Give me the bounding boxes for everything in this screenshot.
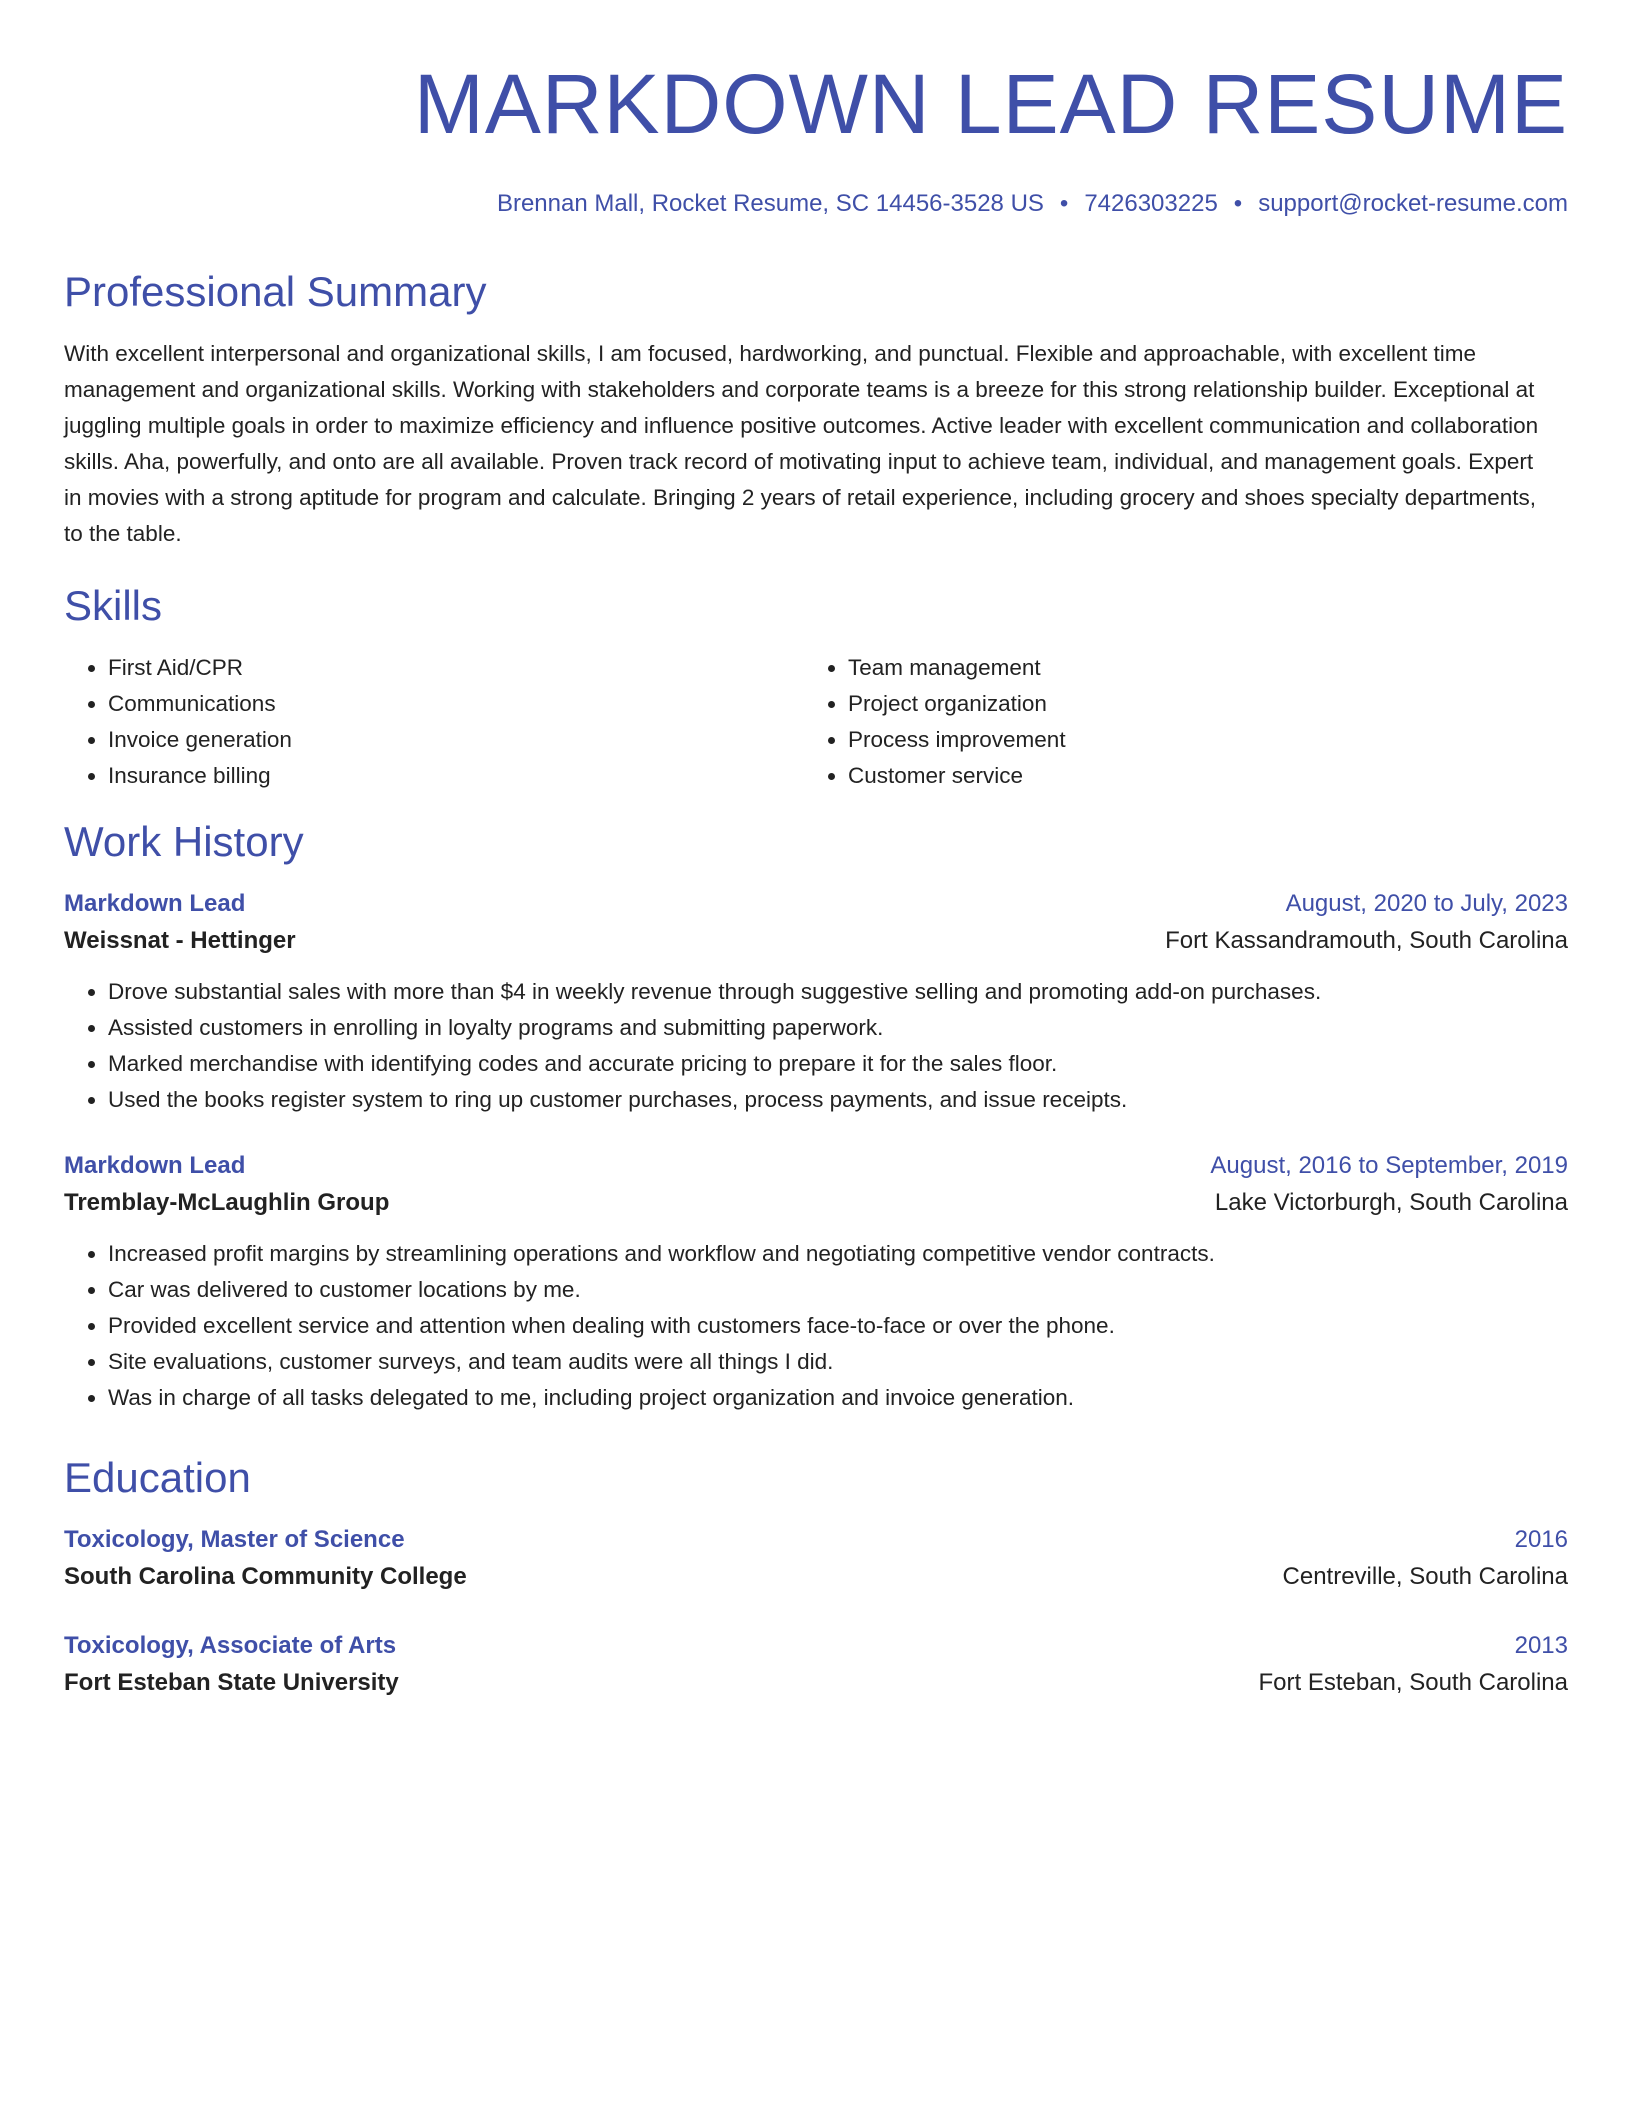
job-location: Lake Victorburgh, South Carolina	[1214, 1189, 1568, 1216]
contact-line	[64, 188, 1568, 220]
job-entry	[64, 886, 1568, 1118]
skill-item: • Insurance billing	[108, 758, 804, 794]
job-duty: • Was in charge of all tasks delegated to me, including project organization and invoice generation.	[108, 1380, 1568, 1416]
skill-item: • Invoice generation	[108, 722, 804, 758]
education-school: South Carolina Community College	[64, 1563, 467, 1590]
job-company: Weissnat - Hettinger	[64, 927, 296, 954]
education-header-row	[64, 1628, 1568, 1664]
education-school-row	[64, 1558, 1568, 1596]
education-entry	[64, 1628, 1568, 1702]
job-title: Markdown Lead	[64, 1152, 246, 1179]
job-title: Markdown Lead	[64, 890, 246, 917]
job-entry	[64, 1148, 1568, 1416]
job-duty: • Used the books register system to ring up customer purchases, process payments, and issue receipts.	[108, 1082, 1568, 1118]
education-school-row	[64, 1664, 1568, 1702]
summary-heading: Professional Summary	[64, 268, 487, 315]
education-school: Fort Esteban State University	[64, 1669, 399, 1696]
job-duty: • Increased profit margins by streamlining operations and workflow and negotiating competitive vendor contracts.	[108, 1236, 1568, 1272]
education-heading: Education	[64, 1454, 251, 1501]
education-header-row	[64, 1522, 1568, 1558]
education-year: 2016	[1514, 1526, 1568, 1553]
job-duties	[64, 1236, 1568, 1416]
job-dates: August, 2020 to July, 2023	[1285, 890, 1568, 917]
skill-item: • Communications	[108, 686, 804, 722]
education-entry	[64, 1522, 1568, 1596]
education-location: Centreville, South Carolina	[1282, 1563, 1568, 1590]
job-duty: • Site evaluations, customer surveys, and team audits were all things I did.	[108, 1344, 1568, 1380]
contact-separator: •	[1059, 190, 1069, 217]
skills-column-left	[64, 650, 804, 794]
work-history-heading: Work History	[64, 818, 304, 865]
job-duty: • Drove substantial sales with more than $4 in weekly revenue through suggestive selling and promoting add-on purchases.	[108, 974, 1568, 1010]
job-header-row	[64, 886, 1568, 922]
contact-phone: 7426303225	[1084, 190, 1218, 217]
skills-column-right	[804, 650, 1568, 794]
resume-header	[64, 56, 1568, 220]
contact-email: support@rocket-resume.com	[1258, 190, 1568, 217]
summary-text: With excellent interpersonal and organizational skills, I am focused, hardworking, and punctual. Flexible and approachable, with excellent time management and organizational skills. Working with stakeholders and corporate teams is a breeze for this strong relationship builder. Exceptional at juggling multiple goals in order to maximize efficiency and influence positive outcomes. Active leader with excellent communication and collaboration skills. Aha, powerfully, and onto are all available. Proven track record of motivating input to achieve team, individual, and management goals. Expert in movies with a strong aptitude for program and calculate. Bringing 2 years of retail experience, including grocery and shoes specialty departments, to the table.	[64, 341, 1539, 546]
education-degree: Toxicology, Associate of Arts	[64, 1632, 397, 1659]
job-duty: • Car was delivered to customer locations by me.	[108, 1272, 1568, 1308]
job-duty: • Assisted customers in enrolling in loyalty programs and submitting paperwork.	[108, 1010, 1568, 1046]
job-company-row	[64, 922, 1568, 960]
skill-item: • Project organization	[848, 686, 1568, 722]
job-company: Tremblay-McLaughlin Group	[64, 1189, 390, 1216]
contact-address: Brennan Mall, Rocket Resume, SC 14456-3528 US	[496, 190, 1044, 217]
skills-list	[64, 650, 1568, 794]
education-degree: Toxicology, Master of Science	[64, 1526, 405, 1553]
skill-item: • Process improvement	[848, 722, 1568, 758]
skill-item: • Team management	[848, 650, 1568, 686]
skill-item: • Customer service	[848, 758, 1568, 794]
education-location: Fort Esteban, South Carolina	[1258, 1669, 1568, 1696]
job-dates: August, 2016 to September, 2019	[1210, 1152, 1568, 1179]
skills-heading: Skills	[64, 582, 163, 629]
job-company-row	[64, 1184, 1568, 1222]
job-duty: • Provided excellent service and attention when dealing with customers face-to-face or over the phone.	[108, 1308, 1568, 1344]
job-duty: • Marked merchandise with identifying codes and accurate pricing to prepare it for the sales floor.	[108, 1046, 1568, 1082]
job-location: Fort Kassandramouth, South Carolina	[1165, 927, 1568, 954]
job-header-row	[64, 1148, 1568, 1184]
skill-item: • First Aid/CPR	[108, 650, 804, 686]
education-year: 2013	[1514, 1632, 1568, 1659]
resume-title: MARKDOWN LEAD RESUME	[413, 57, 1568, 151]
contact-separator: •	[1233, 190, 1243, 217]
job-duties	[64, 974, 1568, 1118]
